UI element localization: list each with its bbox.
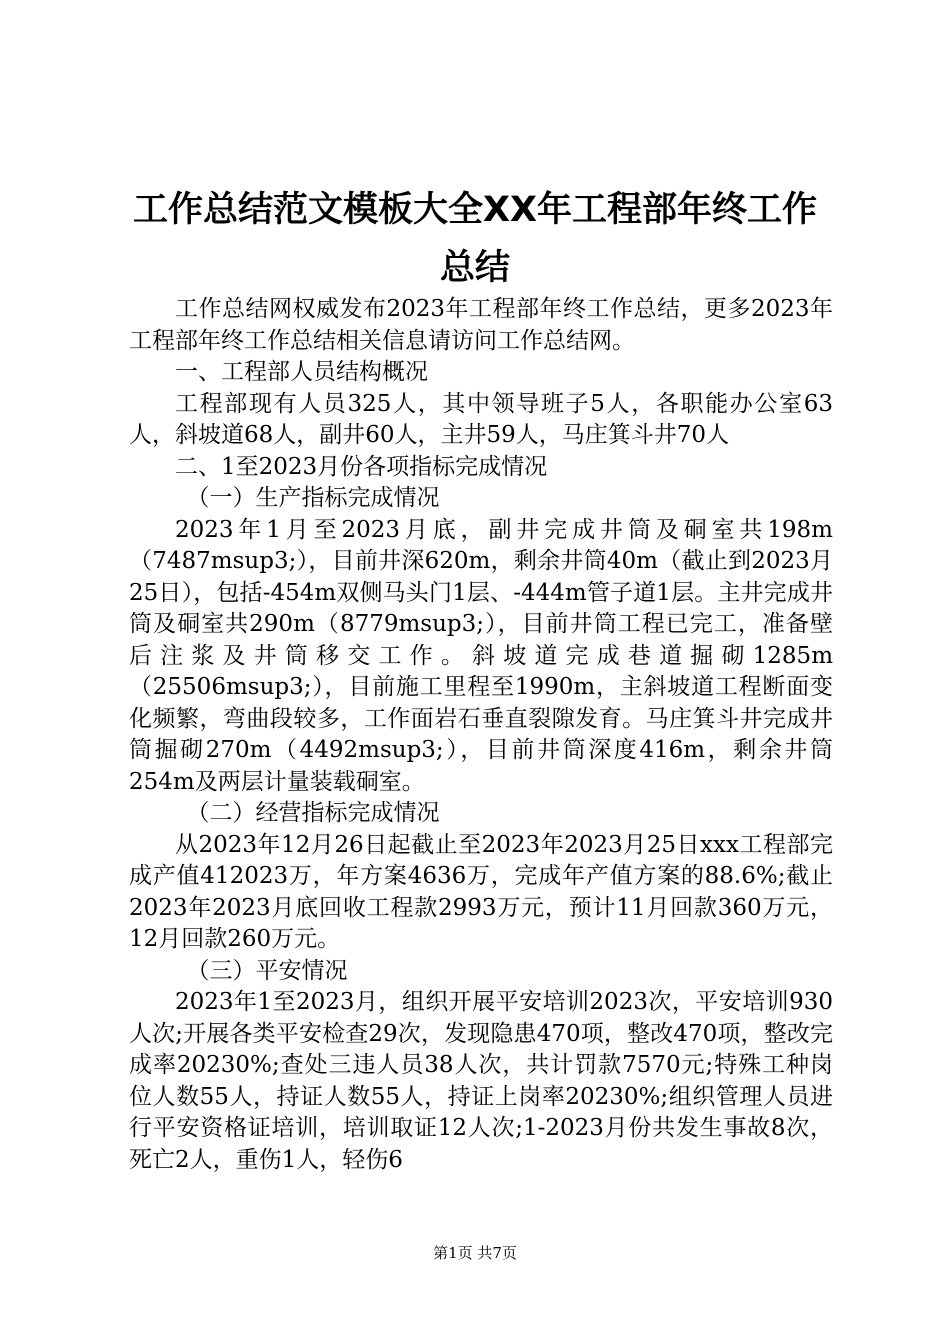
subheading-operations: （二）经营指标完成情况 <box>186 800 440 826</box>
page-footer: 第1页 共7页 <box>433 1244 517 1262</box>
safety-paragraph: 2023年1至2023月，组织开展平安培训2023次，平安培训930人次;开展各类平安检查29次，发现隐患470项，整改470项，整改完成率20230%;查处三违人员38人次，共计罚款7570元;特殊工种岗位人数55人，持证人数55人，持证上岗率20230%;组织管理人员进行平安资格证培训，培训取证12人次;1-2023月份共发生事故8次，死亡2人，重伤1人，轻伤6 <box>129 989 833 1173</box>
section-heading-staff: 一、工程部人员结构概况 <box>175 359 428 385</box>
subheading-production: （一）生产指标完成情况 <box>186 485 440 511</box>
staff-paragraph: 工程部现有人员325人，其中领导班子5人，各职能办公室63人，斜坡道68人，副井60人，主井59人，马庄箕斗井70人 <box>129 390 833 448</box>
production-paragraph: 2023年1月至2023月底，副井完成井筒及硐室共198m（7487msup3;），目前井深620m，剩余井筒40m（截止到2023月25日），包括-454m双侧马头门1层、-444m管子道1层。主井完成井筒及硐室共290m（8779msup3;），目前井筒工程已完工，准备壁后注浆及井筒移交工作。斜坡道完成巷道掘砌1285m（25506msup3;），目前施工里程至1990m，主斜坡道工程断面变化频繁，弯曲段较多，工作面岩石垂直裂隙发育。马庄箕斗井完成井筒掘砌270m（4492msup3;），目前井筒深度416m，剩余井筒254m及两层计量装载硐室。 <box>129 516 833 795</box>
section-heading-indicators: 二、1至2023月份各项指标完成情况 <box>175 453 548 480</box>
intro-paragraph: 工作总结网权威发布2023年工程部年终工作总结，更多2023年工程部年终工作总结相关信息请访问工作总结网。 <box>129 296 833 354</box>
subheading-safety: （三）平安情况 <box>186 957 348 984</box>
operations-paragraph: 从2023年12月26日起截止至2023年2023月25日xxx工程部完成产值412023万，年方案4636万，完成年产值方案的88.6%;截止2023年2023月底回收工程款2993万元，预计11月回款360万元，12月回款260万元。 <box>129 831 833 952</box>
document-body <box>129 294 833 1176</box>
document-title-line-1: 工作总结范文模板大全XX年工程部年终工作 <box>133 190 817 230</box>
document-title-line-2: 总结 <box>439 248 510 288</box>
